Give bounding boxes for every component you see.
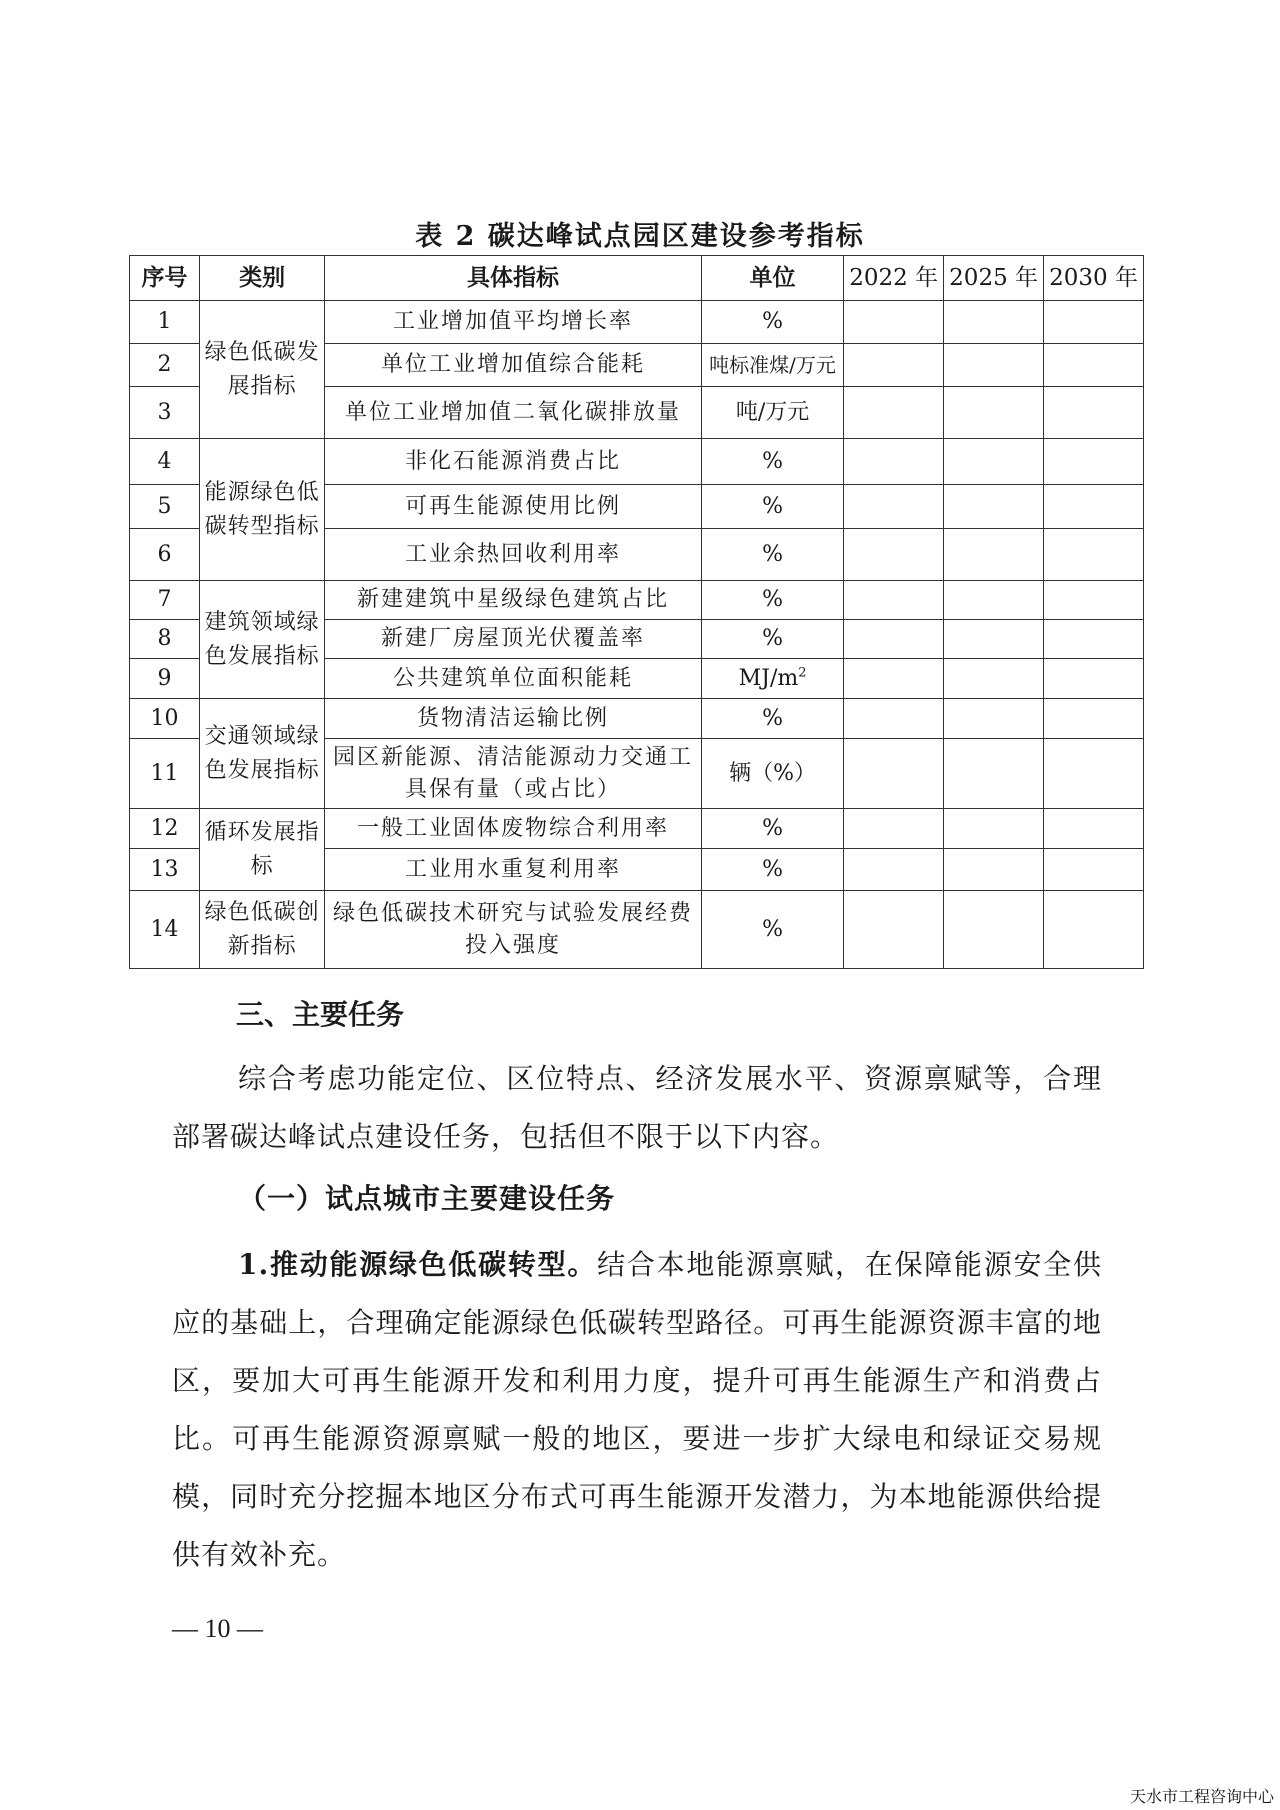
cell-2025 [944,439,1044,485]
cell-2022 [844,439,944,485]
cell-2030 [1044,699,1144,739]
task-item-body: 结合本地能源禀赋，在保障能源安全供应的基础上，合理确定能源绿色低碳转型路径。可再生能源资源丰富的地区，要加大可再生能源开发和利用力度，提升可再生能源生产和消费占比。可再生能源资源禀赋一般的地区，要进一步扩大绿电和绿证交易规模，同时充分挖掘本地区分布式可再生能源开发潜力，为本地能源供给提供有效补充。 [172,1248,1102,1571]
task-paragraph [172,1236,1102,1584]
cell-indicator: 新建厂房屋顶光伏覆盖率 [325,620,702,659]
table-title: 表 2 碳达峰试点园区建设参考指标 [415,221,865,252]
cell-2030 [1044,485,1144,529]
table-row [130,581,1144,620]
cell-2025 [944,891,1044,969]
cell-2025 [944,809,1044,849]
cell-indicator: 园区新能源、清洁能源动力交通工具保有量（或占比） [325,739,702,809]
cell-2030 [1044,739,1144,809]
unit-superscript: 2 [798,665,807,681]
intro-paragraph: 综合考虑功能定位、区位特点、经济发展水平、资源禀赋等，合理部署碳达峰试点建设任务，包括但不限于以下内容。 [172,1062,1102,1153]
cell-seq: 12 [130,809,200,849]
cell-indicator: 货物清洁运输比例 [325,699,702,739]
cell-2022 [844,849,944,891]
cell-2030 [1044,439,1144,485]
cell-2022 [844,387,944,439]
cell-2030 [1044,659,1144,699]
cell-seq: 5 [130,485,200,529]
table-row [130,891,1144,969]
cell-seq: 11 [130,739,200,809]
section-heading: 三、主要任务 [236,998,405,1031]
cell-unit: % [701,809,843,849]
cell-2030 [1044,849,1144,891]
header-unit: 单位 [701,256,843,301]
cell-unit: % [701,849,843,891]
cell-seq: 9 [130,659,200,699]
cell-2022 [844,659,944,699]
table-row [130,699,1144,739]
cell-unit: % [701,581,843,620]
cell-2025 [944,620,1044,659]
subsection-heading: （一）试点城市主要建设任务 [238,1182,616,1215]
cell-category: 循环发展指标 [200,809,325,891]
cell-2022 [844,699,944,739]
cell-seq: 4 [130,439,200,485]
cell-unit: % [701,891,843,969]
cell-indicator: 工业余热回收利用率 [325,529,702,581]
table-row [130,439,1144,485]
cell-seq: 13 [130,849,200,891]
cell-indicator: 一般工业固体废物综合利用率 [325,809,702,849]
cell-2022 [844,809,944,849]
cell-indicator: 绿色低碳技术研究与试验发展经费投入强度 [325,891,702,969]
cell-indicator: 公共建筑单位面积能耗 [325,659,702,699]
cell-2022 [844,581,944,620]
cell-indicator: 非化石能源消费占比 [325,439,702,485]
cell-2022 [844,529,944,581]
header-category: 类别 [200,256,325,301]
cell-indicator: 单位工业增加值二氧化碳排放量 [325,387,702,439]
indicator-table [129,255,1144,969]
cell-unit: 辆（%） [701,739,843,809]
cell-2025 [944,529,1044,581]
cell-2030 [1044,344,1144,387]
cell-2025 [944,387,1044,439]
unit-text: MJ/m [738,665,799,691]
cell-category: 建筑领域绿色发展指标 [200,581,325,699]
header-2030: 2030 年 [1044,256,1144,301]
cell-seq: 3 [130,387,200,439]
cell-unit: % [701,439,843,485]
cell-category: 能源绿色低碳转型指标 [200,439,325,581]
cell-2022 [844,301,944,344]
cell-indicator: 新建建筑中星级绿色建筑占比 [325,581,702,620]
page-number: — 10 — [172,1614,263,1643]
table-header-row [130,256,1144,301]
cell-2030 [1044,387,1144,439]
watermark: 天水市工程咨询中心 [1129,1787,1274,1806]
cell-unit: % [701,620,843,659]
table-row [130,301,1144,344]
cell-indicator: 工业增加值平均增长率 [325,301,702,344]
cell-2025 [944,849,1044,891]
header-seq: 序号 [130,256,200,301]
cell-category: 绿色低碳发展指标 [200,301,325,439]
header-2025: 2025 年 [944,256,1044,301]
cell-seq: 6 [130,529,200,581]
cell-seq: 14 [130,891,200,969]
cell-2025 [944,485,1044,529]
cell-2030 [1044,301,1144,344]
cell-unit: % [701,699,843,739]
cell-seq: 2 [130,344,200,387]
cell-unit: 吨标准煤/万元 [701,344,843,387]
cell-2030 [1044,891,1144,969]
cell-seq: 8 [130,620,200,659]
cell-2022 [844,485,944,529]
cell-2025 [944,344,1044,387]
table-row [130,809,1144,849]
cell-indicator: 工业用水重复利用率 [325,849,702,891]
header-indicator: 具体指标 [325,256,702,301]
cell-unit: % [701,485,843,529]
cell-unit [701,659,843,699]
cell-2025 [944,301,1044,344]
cell-seq: 10 [130,699,200,739]
cell-2022 [844,891,944,969]
cell-unit: % [701,301,843,344]
cell-category: 绿色低碳创新指标 [200,891,325,969]
cell-seq: 7 [130,581,200,620]
cell-2030 [1044,620,1144,659]
cell-2030 [1044,809,1144,849]
cell-2022 [844,739,944,809]
cell-2025 [944,659,1044,699]
cell-indicator: 单位工业增加值综合能耗 [325,344,702,387]
header-2022: 2022 年 [844,256,944,301]
cell-category: 交通领域绿色发展指标 [200,699,325,809]
task-item-title: 1.推动能源绿色低碳转型。 [238,1248,598,1281]
cell-2030 [1044,581,1144,620]
cell-2025 [944,739,1044,809]
cell-seq: 1 [130,301,200,344]
cell-2025 [944,581,1044,620]
cell-2025 [944,699,1044,739]
cell-unit: 吨/万元 [701,387,843,439]
cell-unit: % [701,529,843,581]
cell-indicator: 可再生能源使用比例 [325,485,702,529]
cell-2022 [844,620,944,659]
cell-2030 [1044,529,1144,581]
cell-2022 [844,344,944,387]
